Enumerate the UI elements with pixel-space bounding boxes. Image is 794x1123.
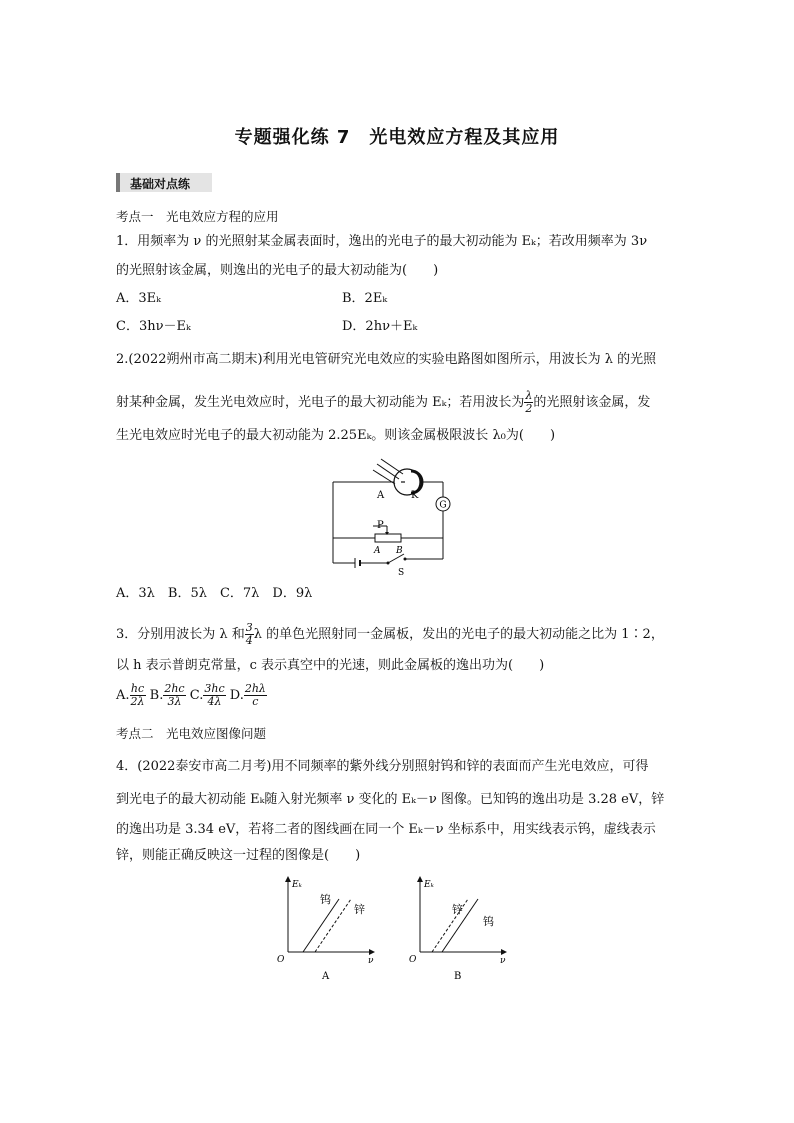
graph-a-x-label: ν [368, 956, 374, 966]
label-s: S [398, 568, 405, 578]
label-p: P [377, 520, 384, 531]
graph-b [402, 873, 517, 983]
q1-option-c: C．3hν－Eₖ [116, 319, 191, 334]
graph-a-origin: O [277, 955, 285, 965]
q2-stem-line3: 生光电效应时光电子的最大初动能为 2.25Eₖ。则该金属极限波长 λ₀为( ) [116, 428, 556, 443]
graph-a-y-label: Eₖ [292, 880, 302, 890]
q3-fraction [245, 622, 254, 647]
graph-a-caption: A [322, 971, 330, 982]
q3-fraction-den: 4 [245, 634, 253, 647]
circuit-diagram [325, 458, 455, 578]
topic-heading-2: 考点二 光电效应图像问题 [116, 726, 267, 741]
label-rheostat-a: A [374, 546, 381, 556]
q3-option-d-label: D. [229, 688, 244, 703]
q3-stem-line1-part2: λ 的单色光照射同一金属板，发出的光电子的最大初动能之比为 1∶2， [253, 627, 664, 642]
q3-options [116, 683, 267, 708]
q3-option-b-frac [163, 683, 185, 708]
graph-a-solid-label: 钨 [320, 893, 331, 906]
graph-b-caption: B [454, 971, 462, 982]
q3-option-a-frac [130, 683, 146, 708]
q1-option-b: B．2Eₖ [342, 291, 388, 306]
q3-option-d-den: c [252, 695, 259, 708]
q2-options: A．3λ B．5λ C．7λ D．9λ [116, 586, 313, 601]
graph-b-solid-label: 钨 [483, 915, 494, 928]
q1-stem-line1: 1．用频率为 ν 的光照射某金属表面时，逸出的光电子的最大初动能为 Eₖ；若改用频率为 3ν [116, 234, 648, 249]
circuit-wires [333, 482, 443, 563]
q3-option-c-den: 4λ [207, 695, 222, 708]
label-a: A [377, 490, 385, 501]
q3-stem-line1-part1: 3．分别用波长为 λ 和 [116, 627, 245, 642]
q4-stem-line3: 的逸出功是 3.34 eV，若将二者的图线画在同一个 Eₖ－ν 坐标系中，用实线表示钨，虚线表示 [116, 822, 656, 837]
q3-option-c-frac [203, 683, 225, 708]
q4-stem-line2: 到光电子的最大初动能 Eₖ随入射光频率 ν 变化的 Eₖ－ν 图像。已知钨的逸出功是 3.28 eV，锌 [116, 792, 665, 807]
q1-stem-line2: 的光照射该金属，则逸出的光电子的最大初动能为( ) [116, 263, 439, 278]
q3-fraction-num: 3 [245, 621, 253, 634]
q3-option-a-num: hc [130, 682, 145, 695]
label-g: G [439, 500, 447, 511]
label-rheostat-b: B [396, 546, 403, 556]
q3-option-c-num: 3hc [204, 682, 225, 695]
q3-option-c-label: C. [189, 688, 204, 703]
q3-stem-line1 [116, 622, 664, 647]
q1-option-d: D．2hν＋Eₖ [342, 319, 418, 334]
q3-option-b-num: 2hc [164, 682, 185, 695]
q3-option-b-den: 3λ [167, 695, 182, 708]
q4-stem-line4: 锌，则能正确反映这一过程的图像是( ) [116, 848, 361, 863]
q2-fraction-num: λ [525, 389, 533, 402]
graph-b-dashed-label: 锌 [452, 903, 463, 916]
q2-stem-line2 [116, 390, 650, 415]
graph-b-origin: O [409, 955, 417, 965]
label-k: K [411, 490, 419, 501]
topic-heading-1: 考点一 光电效应方程的应用 [116, 209, 279, 224]
q3-option-d-num: 2hλ [244, 682, 266, 695]
rheostat [375, 534, 401, 542]
q3-stem-line2: 以 h 表示普朗克常量，c 表示真空中的光速，则此金属板的逸出功为( ) [116, 658, 545, 673]
q3-option-a-den: 2λ [130, 695, 145, 708]
q4-stem-line1: 4．(2022泰安市高二月考)用不同频率的紫外线分别照射钨和锌的表面而产生光电效应，可得 [116, 759, 649, 774]
q2-stem-line2-part2: 的光照射该金属，发 [533, 395, 651, 410]
q1-option-a: A．3Eₖ [116, 291, 161, 306]
section-tag-label: 基础对点练 [130, 177, 191, 191]
q3-option-a-label: A. [116, 688, 130, 703]
q2-stem-line1: 2.(2022朔州市高二期末)利用光电管研究光电效应的实验电路图如图所示，用波长为 λ 的光照 [116, 352, 657, 367]
graph-b-x-label: ν [500, 956, 506, 966]
switch-contact-right [404, 558, 407, 561]
q2-fraction-den: 2 [525, 402, 533, 415]
graph-a-dashed-label: 锌 [354, 903, 365, 916]
q3-option-d-frac [244, 683, 267, 708]
q2-stem-line2-part1: 射某种金属，发生光电效应时，光电子的最大初动能为 Eₖ；若用波长为 [116, 395, 525, 410]
q3-option-b-label: B. [149, 688, 164, 703]
graph-a [270, 873, 385, 983]
graph-b-y-label: Eₖ [424, 880, 434, 890]
section-tag [116, 173, 212, 192]
page-title: 专题强化练 7 光电效应方程及其应用 [234, 127, 560, 148]
